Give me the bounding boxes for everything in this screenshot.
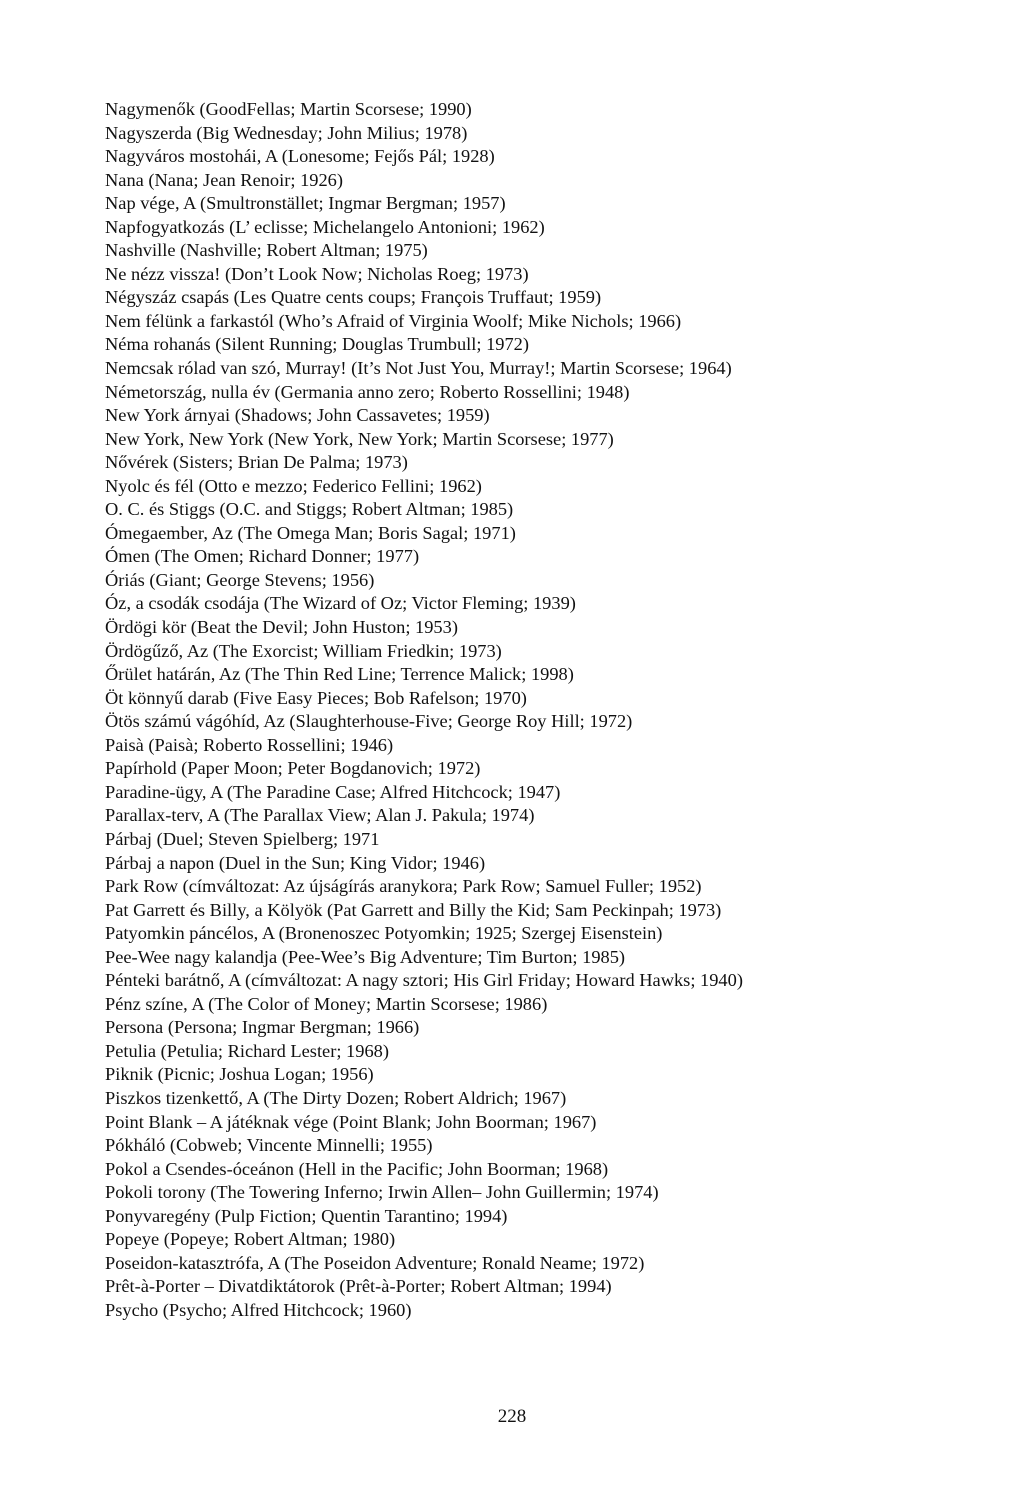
list-item: Nemcsak rólad van szó, Murray! (It’s Not Just You, Murray!; Martin Scorsese; 1964): [105, 358, 732, 379]
list-item: Parallax-terv, A (The Parallax View; Alan J. Pakula; 1974): [105, 805, 535, 826]
list-item: Point Blank – A játéknak vége (Point Blank; John Boorman; 1967): [105, 1111, 597, 1132]
list-item: Ötös számú vágóhíd, Az (Slaughterhouse-Five; George Roy Hill; 1972): [105, 711, 633, 732]
list-item: Nagyváros mostohái, A (Lonesome; Fejős Pál; 1928): [105, 146, 495, 167]
list-item: Néma rohanás (Silent Running; Douglas Trumbull; 1972): [105, 334, 529, 355]
list-item: Papírhold (Paper Moon; Peter Bogdanovich; 1972): [105, 758, 481, 779]
list-item: Pokoli torony (The Towering Inferno; Irwin Allen– John Guillermin; 1974): [105, 1182, 659, 1203]
list-item: Nagyszerda (Big Wednesday; John Milius; 1978): [105, 122, 468, 143]
list-item: Nagymenők (GoodFellas; Martin Scorsese; 1990): [105, 99, 472, 119]
list-item: Öt könnyű darab (Five Easy Pieces; Bob Rafelson; 1970): [105, 687, 527, 708]
list-item: Nővérek (Sisters; Brian De Palma; 1973): [105, 452, 408, 473]
film-title-list: [105, 98, 985, 1322]
list-item: Pokol a Csendes-óceánon (Hell in the Pacific; John Boorman; 1968): [105, 1158, 609, 1179]
list-item: Négyszáz csapás (Les Quatre cents coups; François Truffaut; 1959): [105, 287, 602, 308]
list-item: Nashville (Nashville; Robert Altman; 1975): [105, 240, 428, 261]
list-item: Ne nézz vissza! (Don’t Look Now; Nicholas Roeg; 1973): [105, 263, 529, 284]
list-item: Óriás (Giant; George Stevens; 1956): [105, 569, 375, 590]
list-item: Paradine-ügy, A (The Paradine Case; Alfred Hitchcock; 1947): [105, 781, 561, 802]
list-item: Őrület határán, Az (The Thin Red Line; Terrence Malick; 1998): [105, 664, 574, 685]
list-item: Psycho (Psycho; Alfred Hitchcock; 1960): [105, 1299, 412, 1320]
list-item: Prêt-à-Porter – Divatdiktátorok (Prêt-à-Porter; Robert Altman; 1994): [105, 1276, 612, 1297]
list-item: Pat Garrett és Billy, a Kölyök (Pat Garrett and Billy the Kid; Sam Peckinpah; 1973): [105, 899, 722, 920]
list-item: Piknik (Picnic; Joshua Logan; 1956): [105, 1064, 374, 1085]
list-item: Napfogyatkozás (L’ eclisse; Michelangelo Antonioni; 1962): [105, 216, 545, 237]
list-item: New York, New York (New York, New York; Martin Scorsese; 1977): [105, 428, 614, 449]
list-item: Popeye (Popeye; Robert Altman; 1980): [105, 1229, 396, 1250]
list-item: Ördögűző, Az (The Exorcist; William Friedkin; 1973): [105, 640, 502, 661]
list-item: Patyomkin páncélos, A (Bronenoszec Potyomkin; 1925; Szergej Eisenstein): [105, 923, 663, 944]
list-item: Pénz színe, A (The Color of Money; Martin Scorsese; 1986): [105, 993, 548, 1014]
list-item: Petulia (Petulia; Richard Lester; 1968): [105, 1040, 389, 1061]
list-item: Pee-Wee nagy kalandja (Pee-Wee’s Big Adventure; Tim Burton; 1985): [105, 946, 626, 967]
list-item: O. C. és Stiggs (O.C. and Stiggs; Robert Altman; 1985): [105, 499, 514, 520]
list-item: Nem félünk a farkastól (Who’s Afraid of Virginia Woolf; Mike Nichols; 1966): [105, 310, 682, 331]
list-item: New York árnyai (Shadows; John Cassavetes; 1959): [105, 405, 490, 426]
page-number: 228: [497, 1406, 527, 1427]
list-item: Piszkos tizenkettő, A (The Dirty Dozen; Robert Aldrich; 1967): [105, 1087, 567, 1108]
list-item: Ómen (The Omen; Richard Donner; 1977): [105, 546, 420, 567]
list-item: Németország, nulla év (Germania anno zero; Roberto Rossellini; 1948): [105, 381, 630, 402]
list-item: Nap vége, A (Smultronstället; Ingmar Bergman; 1957): [105, 193, 506, 214]
list-item: Park Row (címváltozat: Az újságírás aranykora; Park Row; Samuel Fuller; 1952): [105, 876, 702, 897]
list-item: Óz, a csodák csodája (The Wizard of Oz; Victor Fleming; 1939): [105, 593, 576, 614]
list-item: Párbaj (Duel; Steven Spielberg; 1971: [105, 828, 380, 849]
list-item: Ómegaember, Az (The Omega Man; Boris Sagal; 1971): [105, 522, 516, 543]
list-item: Párbaj a napon (Duel in the Sun; King Vidor; 1946): [105, 852, 486, 873]
list-item: Poseidon-katasztrófa, A (The Poseidon Adventure; Ronald Neame; 1972): [105, 1252, 645, 1273]
list-item: Pénteki barátnő, A (címváltozat: A nagy sztori; His Girl Friday; Howard Hawks; 1940): [105, 970, 743, 991]
list-item: Paisà (Paisà; Roberto Rossellini; 1946): [105, 734, 394, 755]
list-item: Ponyvaregény (Pulp Fiction; Quentin Tarantino; 1994): [105, 1205, 508, 1226]
list-item: Nyolc és fél (Otto e mezzo; Federico Fellini; 1962): [105, 475, 482, 496]
list-item: Nana (Nana; Jean Renoir; 1926): [105, 169, 343, 190]
list-item: Ördögi kör (Beat the Devil; John Huston; 1953): [105, 617, 458, 638]
list-item: Persona (Persona; Ingmar Bergman; 1966): [105, 1017, 420, 1038]
list-item: Pókháló (Cobweb; Vincente Minnelli; 1955): [105, 1135, 433, 1156]
